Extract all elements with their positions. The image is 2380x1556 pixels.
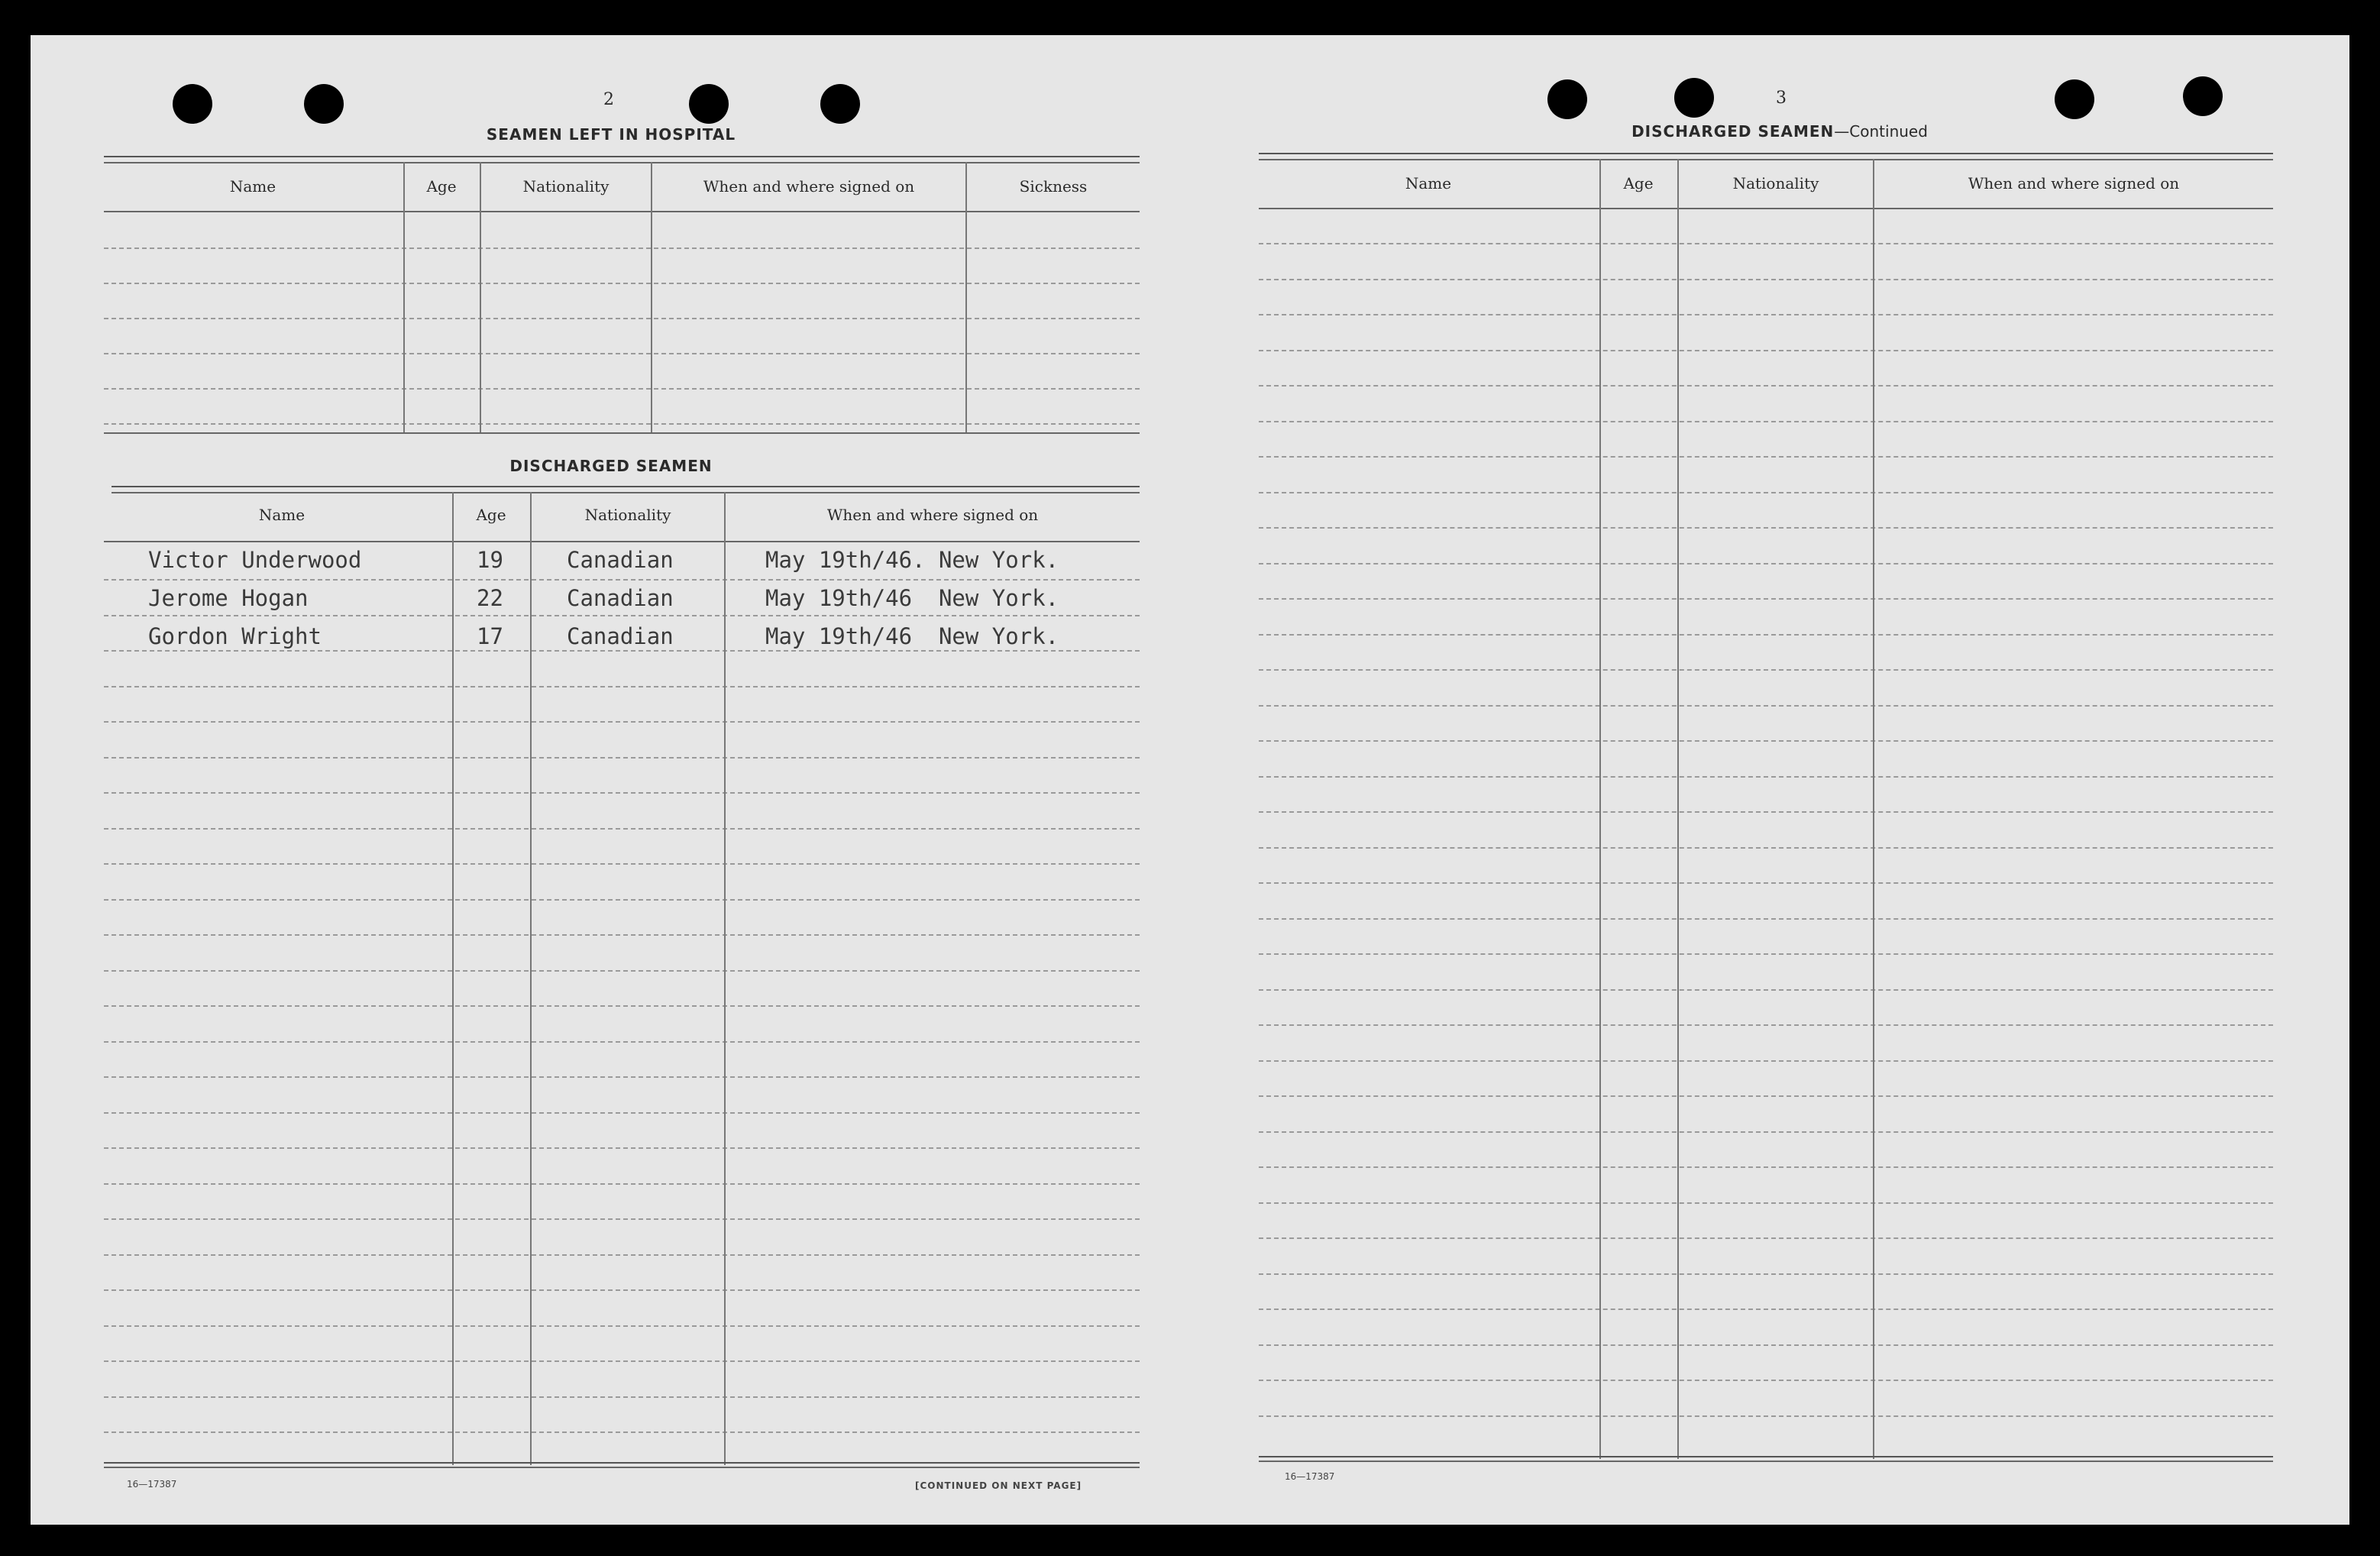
row-line: [104, 650, 1140, 652]
row-line: [104, 283, 1140, 284]
row-line: [104, 1431, 1140, 1433]
row-line: [104, 899, 1140, 901]
punch-hole: [2055, 79, 2094, 119]
row-line: [104, 686, 1140, 687]
row-line: [104, 721, 1140, 723]
row-line: [1259, 598, 2273, 600]
rule: [1259, 208, 2273, 209]
row-line: [1259, 350, 2273, 351]
row-line: [1259, 740, 2273, 742]
discharged-header-signed-on: When and where signed on: [826, 506, 1039, 524]
row-line: [104, 1041, 1140, 1043]
row-line: [104, 247, 1140, 249]
row-line: [1259, 882, 2273, 884]
row-line: [1259, 1024, 2273, 1026]
row-line: [1259, 314, 2273, 315]
row-line: [1259, 492, 2273, 493]
discharged-section-title: DISCHARGED SEAMEN: [509, 457, 713, 475]
form-number-right: 16—17387: [1285, 1471, 1335, 1482]
row-line: [1259, 634, 2273, 636]
punch-hole: [689, 84, 729, 124]
row-line: [1259, 1202, 2273, 1204]
right-header-name: Name: [1405, 174, 1452, 192]
row-line: [104, 1005, 1140, 1007]
hospital-header-sickness: Sickness: [1019, 177, 1088, 196]
hospital-header-name: Name: [229, 177, 276, 196]
hospital-header-signed-on: When and where signed on: [703, 177, 915, 196]
row-line: [1259, 989, 2273, 991]
row-line: [1259, 1309, 2273, 1310]
row-line: [1259, 563, 2273, 564]
punch-hole: [1674, 78, 1714, 118]
row-line: [104, 863, 1140, 865]
seaman-nationality: Canadian: [567, 585, 674, 611]
discharged-header-age: Age: [476, 506, 506, 524]
row-line: [104, 828, 1140, 830]
title-suffix: —Continued: [1834, 122, 1928, 141]
discharged-header-name: Name: [258, 506, 306, 524]
right-header-nationality: Nationality: [1732, 174, 1819, 192]
row-line: [1259, 527, 2273, 529]
row-line: [104, 757, 1140, 759]
hospital-header-age: Age: [426, 177, 457, 196]
row-line: [1259, 1415, 2273, 1417]
row-line: [1259, 421, 2273, 422]
row-line: [1259, 705, 2273, 707]
row-line: [1259, 847, 2273, 849]
hospital-section-title: SEAMEN LEFT IN HOSPITAL: [486, 125, 736, 144]
column-divider: [965, 162, 967, 432]
row-line: [1259, 1166, 2273, 1168]
punch-hole: [2183, 76, 2223, 116]
row-line: [1259, 811, 2273, 813]
row-line: [1259, 918, 2273, 920]
rule: [1259, 1461, 2273, 1462]
row-line: [104, 579, 1140, 581]
row-line: [104, 615, 1140, 616]
column-divider: [651, 162, 652, 432]
row-line: [1259, 385, 2273, 387]
column-divider: [530, 492, 532, 1465]
rule: [104, 211, 1140, 212]
rule: [112, 492, 1140, 493]
discharged-continued-title: [1589, 122, 1971, 141]
row-line: [1259, 1380, 2273, 1381]
rule: [1259, 153, 2273, 154]
row-line: [1259, 1131, 2273, 1133]
seaman-signed-on: May 19th/46. New York.: [765, 547, 1059, 573]
row-line: [1259, 243, 2273, 244]
column-divider: [1873, 159, 1874, 1459]
row-line: [104, 1076, 1140, 1078]
row-line: [104, 353, 1140, 354]
continued-note: [CONTINUED ON NEXT PAGE]: [915, 1480, 1082, 1491]
rule: [104, 541, 1140, 542]
row-line: [104, 388, 1140, 390]
row-line: [104, 1289, 1140, 1291]
seaman-name: Victor Underwood: [148, 547, 362, 573]
seaman-age: 19: [477, 547, 503, 573]
row-line: [104, 934, 1140, 936]
seaman-signed-on: May 19th/46 New York.: [765, 585, 1059, 611]
row-line: [1259, 1344, 2273, 1346]
row-line: [104, 318, 1140, 319]
column-divider: [1677, 159, 1679, 1459]
form-number-left: 16—17387: [127, 1479, 177, 1490]
seaman-name: Gordon Wright: [148, 623, 322, 649]
row-line: [1259, 953, 2273, 955]
punch-hole: [1547, 79, 1587, 119]
right-header-age: Age: [1623, 174, 1654, 192]
seaman-nationality: Canadian: [567, 547, 674, 573]
row-line: [104, 1396, 1140, 1398]
row-line: [1259, 1095, 2273, 1097]
row-line: [104, 970, 1140, 972]
rule: [104, 1467, 1140, 1468]
row-line: [104, 1112, 1140, 1114]
punch-hole: [820, 84, 860, 124]
row-line: [1259, 279, 2273, 280]
row-line: [1259, 776, 2273, 778]
seaman-signed-on: May 19th/46 New York.: [765, 623, 1059, 649]
form-sheet: [31, 35, 2349, 1525]
rule: [112, 486, 1140, 487]
column-divider: [1599, 159, 1601, 1459]
column-divider: [480, 162, 481, 432]
row-line: [104, 1325, 1140, 1327]
title-main: DISCHARGED SEAMEN: [1631, 122, 1835, 141]
rule: [1259, 159, 2273, 160]
punch-hole: [173, 84, 212, 124]
rule: [104, 156, 1140, 157]
row-line: [1259, 669, 2273, 671]
page-number-right: 3: [1776, 89, 1787, 108]
row-line: [104, 792, 1140, 794]
column-divider: [403, 162, 405, 432]
row-line: [104, 1218, 1140, 1220]
row-line: [1259, 1060, 2273, 1062]
punch-hole: [304, 84, 344, 124]
rule: [104, 162, 1140, 163]
row-line: [1259, 1273, 2273, 1275]
discharged-header-nationality: Nationality: [584, 506, 671, 524]
hospital-header-nationality: Nationality: [522, 177, 610, 196]
row-line: [104, 1147, 1140, 1149]
row-line: [104, 1360, 1140, 1362]
row-line: [1259, 456, 2273, 458]
seaman-nationality: Canadian: [567, 623, 674, 649]
row-line: [104, 1254, 1140, 1256]
seaman-age: 22: [477, 585, 503, 611]
column-divider: [452, 492, 454, 1465]
right-header-signed-on: When and where signed on: [1968, 174, 2180, 192]
seaman-name: Jerome Hogan: [148, 585, 309, 611]
row-line: [104, 423, 1140, 425]
seaman-age: 17: [477, 623, 503, 649]
row-line: [1259, 1237, 2273, 1239]
row-line: [104, 1183, 1140, 1185]
rule: [104, 1462, 1140, 1464]
column-divider: [724, 492, 726, 1465]
page-number-left: 2: [603, 90, 614, 109]
rule: [104, 432, 1140, 434]
rule: [1259, 1456, 2273, 1457]
